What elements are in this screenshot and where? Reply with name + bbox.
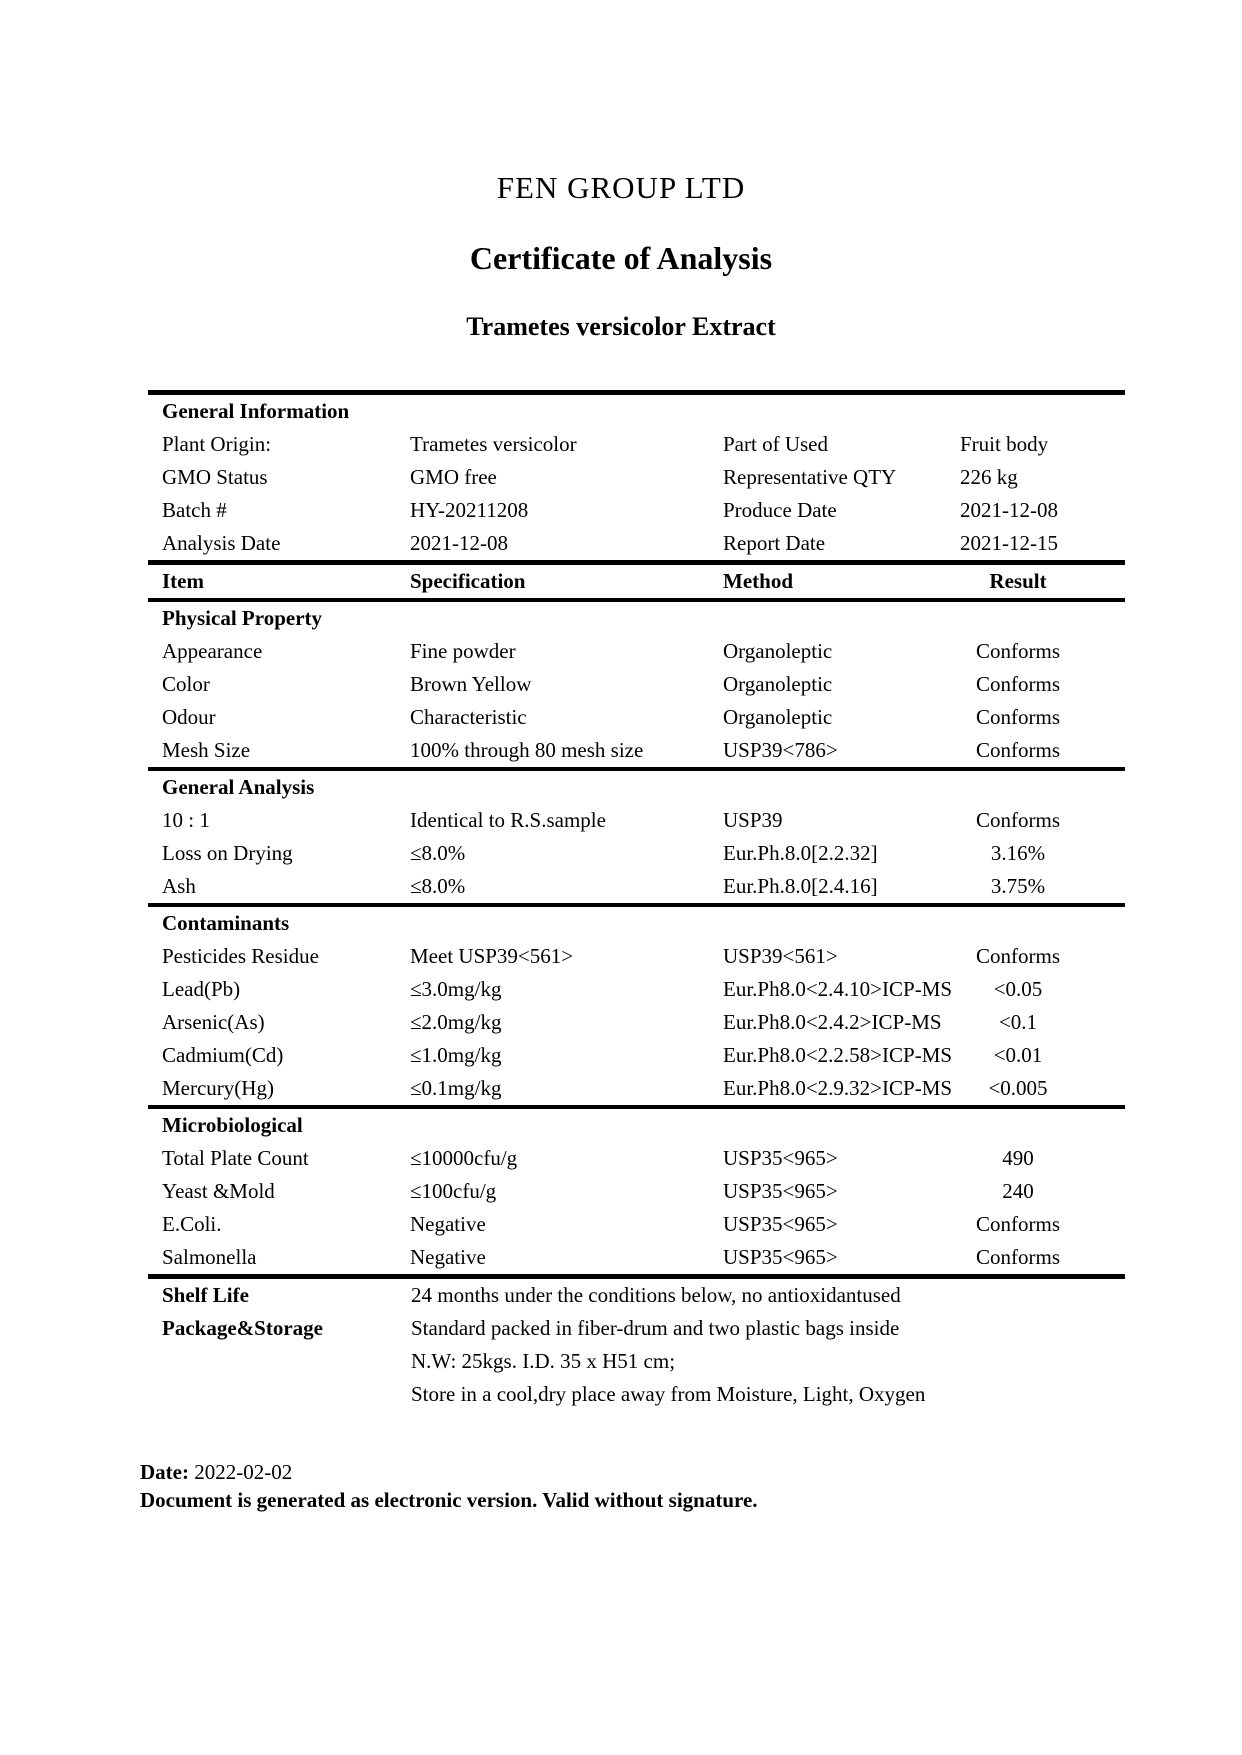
info-row bbox=[148, 461, 1125, 494]
info-row bbox=[148, 494, 1125, 527]
result-row bbox=[148, 870, 1125, 903]
specification-cell: ≤10000cfu/g bbox=[410, 1146, 518, 1170]
info-label: Report Date bbox=[723, 531, 826, 555]
result-cell: Conforms bbox=[976, 738, 1060, 762]
item-cell: Cadmium(Cd) bbox=[162, 1043, 284, 1067]
general-information-rows bbox=[148, 428, 1125, 560]
method-cell: Organoleptic bbox=[723, 672, 833, 696]
storage-text: Standard packed in fiber-drum and two plastic bags inside bbox=[411, 1316, 900, 1340]
item-cell: Color bbox=[162, 672, 210, 696]
result-row bbox=[148, 1241, 1125, 1274]
result-cell: 240 bbox=[1002, 1179, 1034, 1203]
result-cell: Conforms bbox=[976, 944, 1060, 968]
item-cell: Ash bbox=[162, 874, 196, 898]
method-cell: Eur.Ph8.0<2.4.10>ICP-MS bbox=[723, 977, 953, 1001]
section-heading-row bbox=[148, 771, 1125, 804]
section-heading-row bbox=[148, 907, 1125, 940]
method-cell: USP39<786> bbox=[723, 738, 838, 762]
specification-cell: Meet USP39<561> bbox=[410, 944, 574, 968]
method-cell: USP39 bbox=[723, 808, 783, 832]
item-cell: Lead(Pb) bbox=[162, 977, 241, 1001]
method-cell: USP35<965> bbox=[723, 1146, 838, 1170]
company-name: FEN GROUP LTD bbox=[496, 170, 746, 205]
specification-cell: ≤2.0mg/kg bbox=[410, 1010, 502, 1034]
info-value: HY-20211208 bbox=[410, 498, 529, 522]
item-cell: Appearance bbox=[162, 639, 263, 663]
method-cell: USP35<965> bbox=[723, 1212, 838, 1236]
info-label: Produce Date bbox=[723, 498, 837, 522]
date-label: Date: bbox=[140, 1460, 189, 1484]
specification-cell: ≤8.0% bbox=[410, 874, 466, 898]
specification-cell: Identical to R.S.sample bbox=[410, 808, 606, 832]
column-header-item: Item bbox=[162, 569, 204, 593]
specification-cell: ≤8.0% bbox=[410, 841, 466, 865]
method-cell: Organoleptic bbox=[723, 639, 833, 663]
info-value: 2021-12-08 bbox=[960, 498, 1058, 522]
result-row bbox=[148, 1006, 1125, 1039]
section-heading: Physical Property bbox=[162, 606, 323, 630]
storage-section bbox=[148, 1279, 1125, 1411]
section-heading: Microbiological bbox=[162, 1113, 303, 1137]
result-cell: <0.05 bbox=[993, 977, 1043, 1001]
date-line bbox=[140, 1458, 758, 1486]
info-label: Part of Used bbox=[723, 432, 828, 456]
item-cell: Loss on Drying bbox=[162, 841, 293, 865]
item-cell: Yeast &Mold bbox=[162, 1179, 275, 1203]
info-row bbox=[148, 428, 1125, 461]
item-cell: Pesticides Residue bbox=[162, 944, 319, 968]
result-row bbox=[148, 1208, 1125, 1241]
product-name: Trametes versicolor Extract bbox=[466, 312, 776, 341]
document-footer bbox=[140, 1458, 758, 1514]
result-cell: Conforms bbox=[976, 639, 1060, 663]
info-value: GMO free bbox=[410, 465, 497, 489]
info-label: Representative QTY bbox=[723, 465, 897, 489]
method-cell: USP39<561> bbox=[723, 944, 838, 968]
info-value: 2021-12-08 bbox=[410, 531, 508, 555]
general-information-heading-row bbox=[148, 395, 1125, 428]
specification-cell: Characteristic bbox=[410, 705, 527, 729]
result-cell: 3.16% bbox=[990, 841, 1046, 865]
storage-text: Store in a cool,dry place away from Moisture, Light, Oxygen bbox=[411, 1382, 926, 1406]
method-cell: USP35<965> bbox=[723, 1179, 838, 1203]
specification-cell: ≤0.1mg/kg bbox=[410, 1076, 502, 1100]
coa-table bbox=[148, 390, 1125, 1411]
method-cell: Eur.Ph.8.0[2.4.16] bbox=[723, 874, 878, 898]
info-value: 2021-12-15 bbox=[960, 531, 1058, 555]
result-row bbox=[148, 1039, 1125, 1072]
result-cell: <0.1 bbox=[998, 1010, 1038, 1034]
method-cell: Eur.Ph8.0<2.2.58>ICP-MS bbox=[723, 1043, 953, 1067]
method-cell: Eur.Ph.8.0[2.2.32] bbox=[723, 841, 878, 865]
result-row bbox=[148, 1175, 1125, 1208]
info-label: Batch # bbox=[162, 498, 227, 522]
storage-row bbox=[148, 1345, 1125, 1378]
column-header-row bbox=[148, 565, 1125, 598]
section-heading: General Analysis bbox=[162, 775, 315, 799]
result-row bbox=[148, 668, 1125, 701]
storage-row bbox=[148, 1279, 1125, 1312]
specification-cell: Fine powder bbox=[410, 639, 516, 663]
section-heading-row bbox=[148, 1109, 1125, 1142]
method-cell: USP35<965> bbox=[723, 1245, 838, 1269]
info-row bbox=[148, 527, 1125, 560]
storage-label: Shelf Life bbox=[162, 1283, 249, 1307]
result-row bbox=[148, 1142, 1125, 1175]
method-cell: Organoleptic bbox=[723, 705, 833, 729]
info-label: Plant Origin: bbox=[162, 432, 272, 456]
result-cell: Conforms bbox=[976, 808, 1060, 832]
info-value: 226 kg bbox=[960, 465, 1018, 489]
section-heading: Contaminants bbox=[162, 911, 290, 935]
section-heading-row bbox=[148, 602, 1125, 635]
item-cell: 10 : 1 bbox=[162, 808, 210, 832]
method-cell: Eur.Ph8.0<2.4.2>ICP-MS bbox=[723, 1010, 942, 1034]
result-cell: Conforms bbox=[976, 1212, 1060, 1236]
specification-cell: ≤3.0mg/kg bbox=[410, 977, 502, 1001]
result-row bbox=[148, 837, 1125, 870]
result-cell: 490 bbox=[1002, 1146, 1034, 1170]
storage-label: Package&Storage bbox=[162, 1316, 323, 1340]
item-cell: E.Coli. bbox=[162, 1212, 222, 1236]
column-header-specification: Specification bbox=[410, 569, 526, 593]
result-row bbox=[148, 701, 1125, 734]
storage-row bbox=[148, 1378, 1125, 1411]
item-cell: Odour bbox=[162, 705, 216, 729]
specification-cell: Negative bbox=[410, 1212, 486, 1236]
result-row bbox=[148, 940, 1125, 973]
info-label: GMO Status bbox=[162, 465, 268, 489]
section-heading-general-information: General Information bbox=[162, 399, 350, 423]
result-row bbox=[148, 973, 1125, 1006]
date-value: 2022-02-02 bbox=[194, 1460, 293, 1484]
analysis-sections bbox=[148, 602, 1125, 1274]
storage-text: 24 months under the conditions below, no antioxidantused bbox=[411, 1283, 901, 1307]
document-title: Certificate of Analysis bbox=[469, 240, 773, 276]
item-cell: Salmonella bbox=[162, 1245, 257, 1269]
item-cell: Mesh Size bbox=[162, 738, 251, 762]
item-cell: Total Plate Count bbox=[162, 1146, 309, 1170]
result-row bbox=[148, 635, 1125, 668]
item-cell: Mercury(Hg) bbox=[162, 1076, 274, 1100]
result-cell: Conforms bbox=[976, 1245, 1060, 1269]
result-cell: <0.01 bbox=[993, 1043, 1043, 1067]
storage-text: N.W: 25kgs. I.D. 35 x H51 cm; bbox=[411, 1349, 676, 1373]
result-row bbox=[148, 734, 1125, 767]
result-row bbox=[148, 804, 1125, 837]
column-header-result: Result bbox=[989, 569, 1047, 593]
result-row bbox=[148, 1072, 1125, 1105]
specification-cell: Negative bbox=[410, 1245, 486, 1269]
result-cell: Conforms bbox=[976, 672, 1060, 696]
item-cell: Arsenic(As) bbox=[162, 1010, 265, 1034]
method-cell: Eur.Ph8.0<2.9.32>ICP-MS bbox=[723, 1076, 953, 1100]
result-cell: 3.75% bbox=[990, 874, 1046, 898]
storage-row bbox=[148, 1312, 1125, 1345]
info-value: Trametes versicolor bbox=[410, 432, 577, 456]
info-value: Fruit body bbox=[960, 432, 1049, 456]
column-header-method: Method bbox=[723, 569, 793, 593]
info-label: Analysis Date bbox=[162, 531, 281, 555]
validity-note: Document is generated as electronic version. Valid without signature. bbox=[140, 1488, 758, 1512]
specification-cell: ≤1.0mg/kg bbox=[410, 1043, 502, 1067]
result-cell: <0.005 bbox=[988, 1076, 1048, 1100]
result-cell: Conforms bbox=[976, 705, 1060, 729]
specification-cell: 100% through 80 mesh size bbox=[410, 738, 644, 762]
specification-cell: ≤100cfu/g bbox=[410, 1179, 497, 1203]
specification-cell: Brown Yellow bbox=[410, 672, 532, 696]
